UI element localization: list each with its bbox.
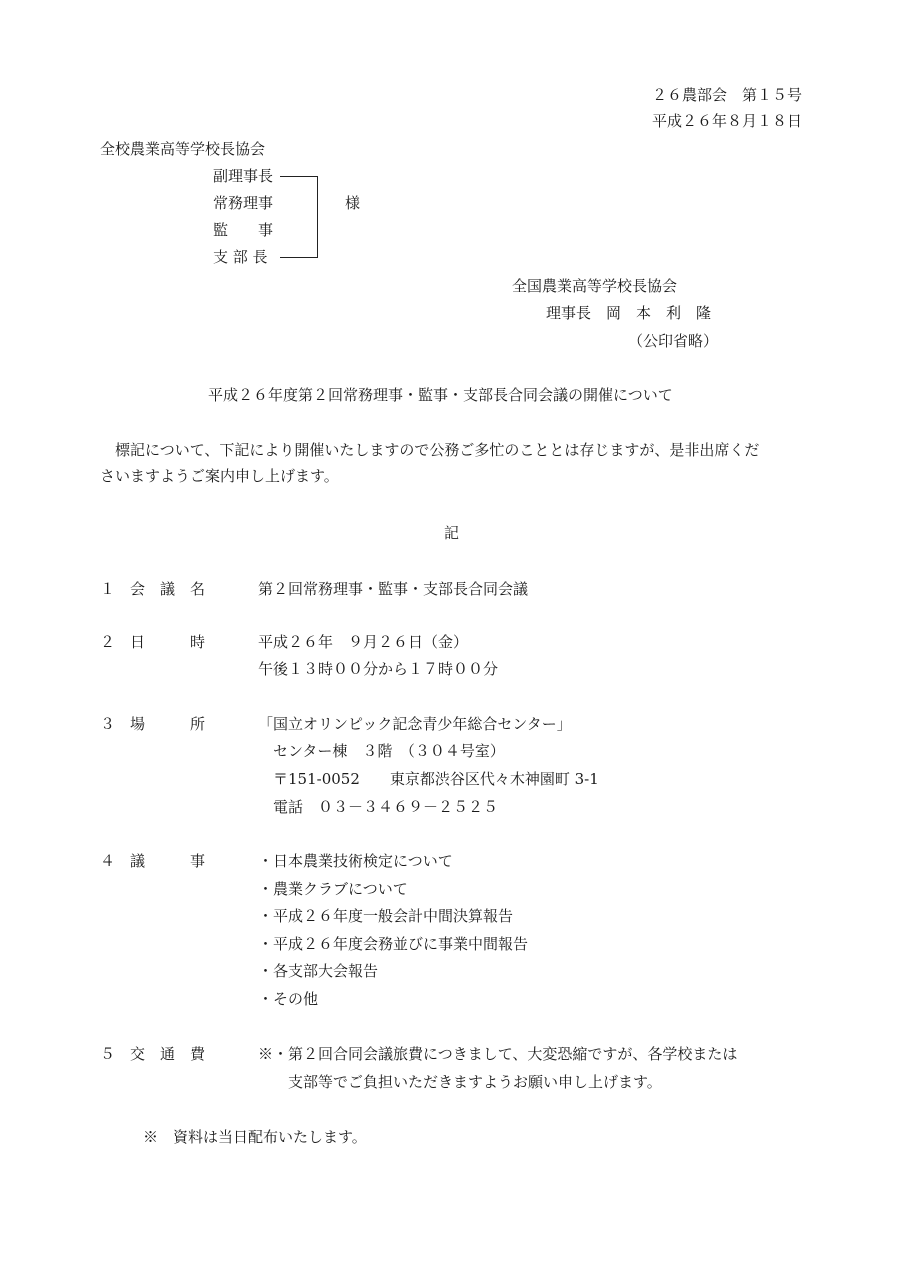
recipient-organization: 全校農業高等学校長協会 bbox=[100, 140, 266, 158]
item-label-date-time: 日 時 bbox=[130, 633, 206, 651]
item-value: 平成２６年 ９月２６日（金） bbox=[258, 633, 469, 651]
agenda-item: ・その他 bbox=[258, 990, 319, 1008]
document-number: ２６農部会 第１５号 bbox=[651, 86, 802, 104]
item-label-agenda: 議 事 bbox=[130, 852, 206, 870]
item-label-travel-expenses: 交 通 費 bbox=[130, 1045, 206, 1063]
recipient-bracket bbox=[280, 176, 318, 258]
seal-omitted-note: （公印省略） bbox=[628, 332, 719, 350]
body-line-2: さいますようご案内申し上げます。 bbox=[100, 467, 339, 485]
item-number: １ bbox=[100, 580, 116, 598]
recipient-honorific: 様 bbox=[345, 194, 361, 212]
agenda-item: ・各支部大会報告 bbox=[258, 962, 379, 980]
document-date: 平成２６年８月１８日 bbox=[651, 112, 802, 130]
item-value: 電話 ０３－３４６９－２５２５ bbox=[258, 798, 499, 816]
item-label-venue: 場 所 bbox=[130, 715, 206, 733]
item-value: 「国立オリンピック記念青少年総合センター」 bbox=[258, 715, 572, 733]
recipient-title-branch-head: 支 部 長 bbox=[213, 248, 268, 266]
item-number: ２ bbox=[100, 633, 116, 651]
item-label-meeting-name: 会 議 名 bbox=[130, 580, 206, 598]
closing-note: ※ 資料は当日配布いたします。 bbox=[143, 1128, 367, 1146]
recipient-title-vice-chair: 副理事長 bbox=[213, 167, 274, 185]
item-value: 第２回常務理事・監事・支部長合同会議 bbox=[258, 580, 529, 598]
recipient-title-executive-director: 常務理事 bbox=[213, 194, 274, 212]
item-number: ３ bbox=[100, 715, 116, 733]
agenda-item: ・農業クラブについて bbox=[258, 880, 408, 898]
item-value: 〒151-0052 東京都渋谷区代々木神園町 3-1 bbox=[258, 770, 599, 788]
body-line-1: 標記について、下記により開催いたしますので公務ご多忙のこととは存じますが、是非出席くだ bbox=[100, 441, 760, 459]
sender-name: 理事長 岡 本 利 隆 bbox=[546, 304, 712, 322]
sender-organization: 全国農業高等学校長協会 bbox=[512, 277, 678, 295]
agenda-item: ・平成２６年度一般会計中間決算報告 bbox=[258, 907, 514, 925]
item-value: センター棟 ３階 （３０４号室） bbox=[258, 742, 505, 760]
document-subject: 平成２６年度第２回常務理事・監事・支部長合同会議の開催について bbox=[208, 386, 673, 404]
item-number: ４ bbox=[100, 852, 116, 870]
item-value: 支部等でご負担いただきますようお願い申し上げます。 bbox=[258, 1073, 662, 1091]
ki-heading: 記 bbox=[444, 524, 460, 542]
item-number: ５ bbox=[100, 1045, 116, 1063]
item-value: ※・第２回合同会議旅費につきまして、大変恐縮ですが、各学校または bbox=[258, 1045, 738, 1063]
agenda-item: ・平成２６年度会務並びに事業中間報告 bbox=[258, 935, 529, 953]
item-value: 午後１３時００分から１７時００分 bbox=[258, 660, 499, 678]
agenda-item: ・日本農業技術検定について bbox=[258, 852, 453, 870]
recipient-title-auditor: 監 事 bbox=[213, 221, 274, 239]
